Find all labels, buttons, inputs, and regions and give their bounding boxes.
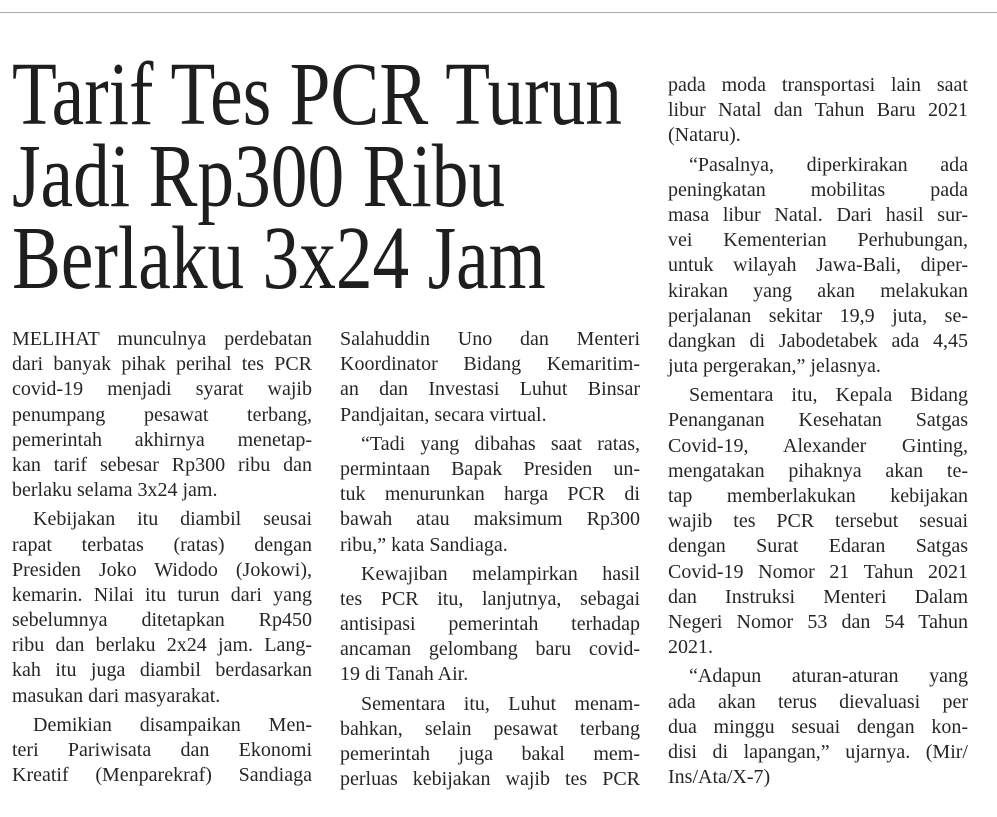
article-paragraph bbox=[340, 327, 640, 428]
text-line: juta pergerakan,” jelasnya. bbox=[668, 355, 881, 378]
text-line: 19 di Tanah Air. bbox=[340, 663, 469, 686]
text-line: wajib tes PCR tersebut sesuai bbox=[668, 510, 968, 533]
article-column-1 bbox=[12, 327, 312, 788]
text-line: pemerintah akhirnya menetap- bbox=[12, 428, 312, 451]
text-line: untuk wilayah Jawa-Bali, diper- bbox=[668, 254, 968, 277]
text-line: Ins/Ata/X-7) bbox=[668, 766, 771, 789]
text-line: Covid-19 Nomor 21 Tahun 2021 bbox=[668, 560, 968, 583]
text-line: “Pasalnya, diperkirakan ada bbox=[689, 153, 968, 176]
text-line: pemerintah juga bakal mem- bbox=[340, 743, 640, 765]
article-paragraph bbox=[12, 507, 312, 709]
text-line: 2021. bbox=[668, 636, 713, 659]
article-paragraph bbox=[340, 692, 640, 793]
text-line: kan tarif sebesar Rp300 ribu dan bbox=[12, 453, 312, 476]
text-line: berlaku selama 3x24 jam. bbox=[12, 479, 218, 502]
text-line: an dan Investasi Luhut Binsar bbox=[340, 378, 640, 401]
text-line: teri Pariwisata dan Ekonomi bbox=[12, 739, 312, 761]
text-line: “Adapun aturan-aturan yang bbox=[689, 665, 968, 688]
text-line: pada moda transportasi lain saat bbox=[668, 74, 968, 96]
article-paragraph bbox=[668, 73, 968, 149]
text-line: sebelumnya ditetapkan Rp450 bbox=[12, 609, 312, 632]
text-line: Koordinator Bidang Kemaritim- bbox=[340, 353, 640, 376]
text-line: ribu,” kata Sandiaga. bbox=[340, 533, 508, 556]
top-divider bbox=[0, 12, 997, 13]
headline-line: Jadi Rp300 Ribu bbox=[12, 127, 506, 226]
text-line: bawah atau maksimum Rp300 bbox=[340, 508, 640, 531]
text-line: libur Natal dan Tahun Baru 2021 bbox=[668, 99, 968, 122]
text-line: “Tadi yang dibahas saat ratas, bbox=[361, 432, 640, 455]
text-line: vei Kementerian Perhubungan, bbox=[668, 229, 968, 252]
text-line: Sementara itu, Luhut menam- bbox=[361, 692, 640, 715]
text-line: Covid-19, Alexander Ginting, bbox=[668, 434, 968, 457]
text-line: dengan Surat Edaran Satgas bbox=[668, 535, 968, 558]
text-line: Negeri Nomor 53 dan 54 Tahun bbox=[668, 610, 968, 633]
article-headline bbox=[12, 45, 652, 308]
text-line: masukan dari masyarakat. bbox=[12, 684, 221, 707]
article-paragraph bbox=[668, 664, 968, 790]
text-line: tap memberlakukan kebijakan bbox=[668, 485, 968, 507]
text-line: MELIHAT munculnya perdebatan bbox=[12, 328, 312, 350]
text-line: ancaman gelombang baru covid- bbox=[340, 638, 640, 661]
text-line: Kebijakan itu diambil seusai bbox=[33, 508, 312, 531]
text-line: Sementara itu, Kepala Bidang bbox=[689, 384, 968, 407]
article-paragraph bbox=[12, 713, 312, 789]
text-line: Penanganan Kesehatan Satgas bbox=[668, 409, 968, 432]
text-line: perjalanan sekitar 19,9 juta, se- bbox=[668, 304, 968, 327]
article-column-2 bbox=[340, 327, 640, 792]
text-line: masa libur Natal. Dari hasil sur- bbox=[668, 203, 968, 226]
text-line: ada akan terus dievaluasi per bbox=[668, 690, 968, 713]
text-line: kirakan yang akan melakukan bbox=[668, 279, 968, 302]
text-line: penumpang pesawat terbang, bbox=[12, 403, 312, 426]
headline-line: Berlaku 3x24 Jam bbox=[12, 209, 546, 308]
article-paragraph bbox=[12, 327, 312, 503]
text-line: Kreatif (Menparekraf) Sandiaga bbox=[12, 764, 312, 787]
headline-line: Tarif Tes PCR Turun bbox=[12, 45, 622, 144]
text-line: Kewajiban melampirkan hasil bbox=[361, 562, 640, 585]
text-line: kemarin. Nilai itu turun dari yang bbox=[12, 583, 312, 606]
text-line: bahkan, selain pesawat terbang bbox=[340, 717, 640, 740]
text-line: Salahuddin Uno dan Menteri bbox=[340, 328, 640, 350]
text-line: tes PCR itu, lanjutnya, sebagai bbox=[340, 587, 640, 610]
text-line: dua minggu sesuai dengan kon- bbox=[668, 715, 968, 738]
text-line: dangkan di Jabodetabek ada 4,45 bbox=[668, 329, 968, 352]
text-line: dari banyak pihak perihal tes PCR bbox=[12, 353, 312, 376]
text-line: perluas kebijakan wajib tes PCR bbox=[340, 768, 640, 791]
text-line: antisipasi pemerintah terhadap bbox=[340, 613, 640, 636]
article-paragraph bbox=[340, 562, 640, 688]
text-line: dan Instruksi Menteri Dalam bbox=[668, 585, 968, 608]
text-line: tuk menurunkan harga PCR di bbox=[340, 483, 640, 506]
text-line: peningkatan mobilitas pada bbox=[668, 178, 968, 201]
article-paragraph bbox=[668, 153, 968, 380]
text-line: Pandjaitan, secara virtual. bbox=[340, 403, 547, 426]
text-line: kah itu juga diambil berdasarkan bbox=[12, 659, 312, 682]
text-line: rapat terbatas (ratas) dengan bbox=[12, 533, 312, 556]
text-line: Demikian disampaikan Men- bbox=[33, 713, 312, 736]
article-paragraph bbox=[668, 383, 968, 660]
text-line: ribu dan berlaku 2x24 jam. Lang- bbox=[12, 634, 312, 657]
text-line: covid-19 menjadi syarat wajib bbox=[12, 378, 312, 401]
article-paragraph bbox=[340, 432, 640, 558]
article-column-3 bbox=[668, 73, 968, 790]
text-line: permintaan Bapak Presiden un- bbox=[340, 457, 640, 480]
text-line: Presiden Joko Widodo (Jokowi), bbox=[12, 558, 312, 581]
text-line: disi di lapangan,” ujarnya. (Mir/ bbox=[668, 740, 968, 763]
text-line: mengatakan pihaknya akan te- bbox=[668, 459, 968, 482]
text-line: (Nataru). bbox=[668, 124, 741, 147]
